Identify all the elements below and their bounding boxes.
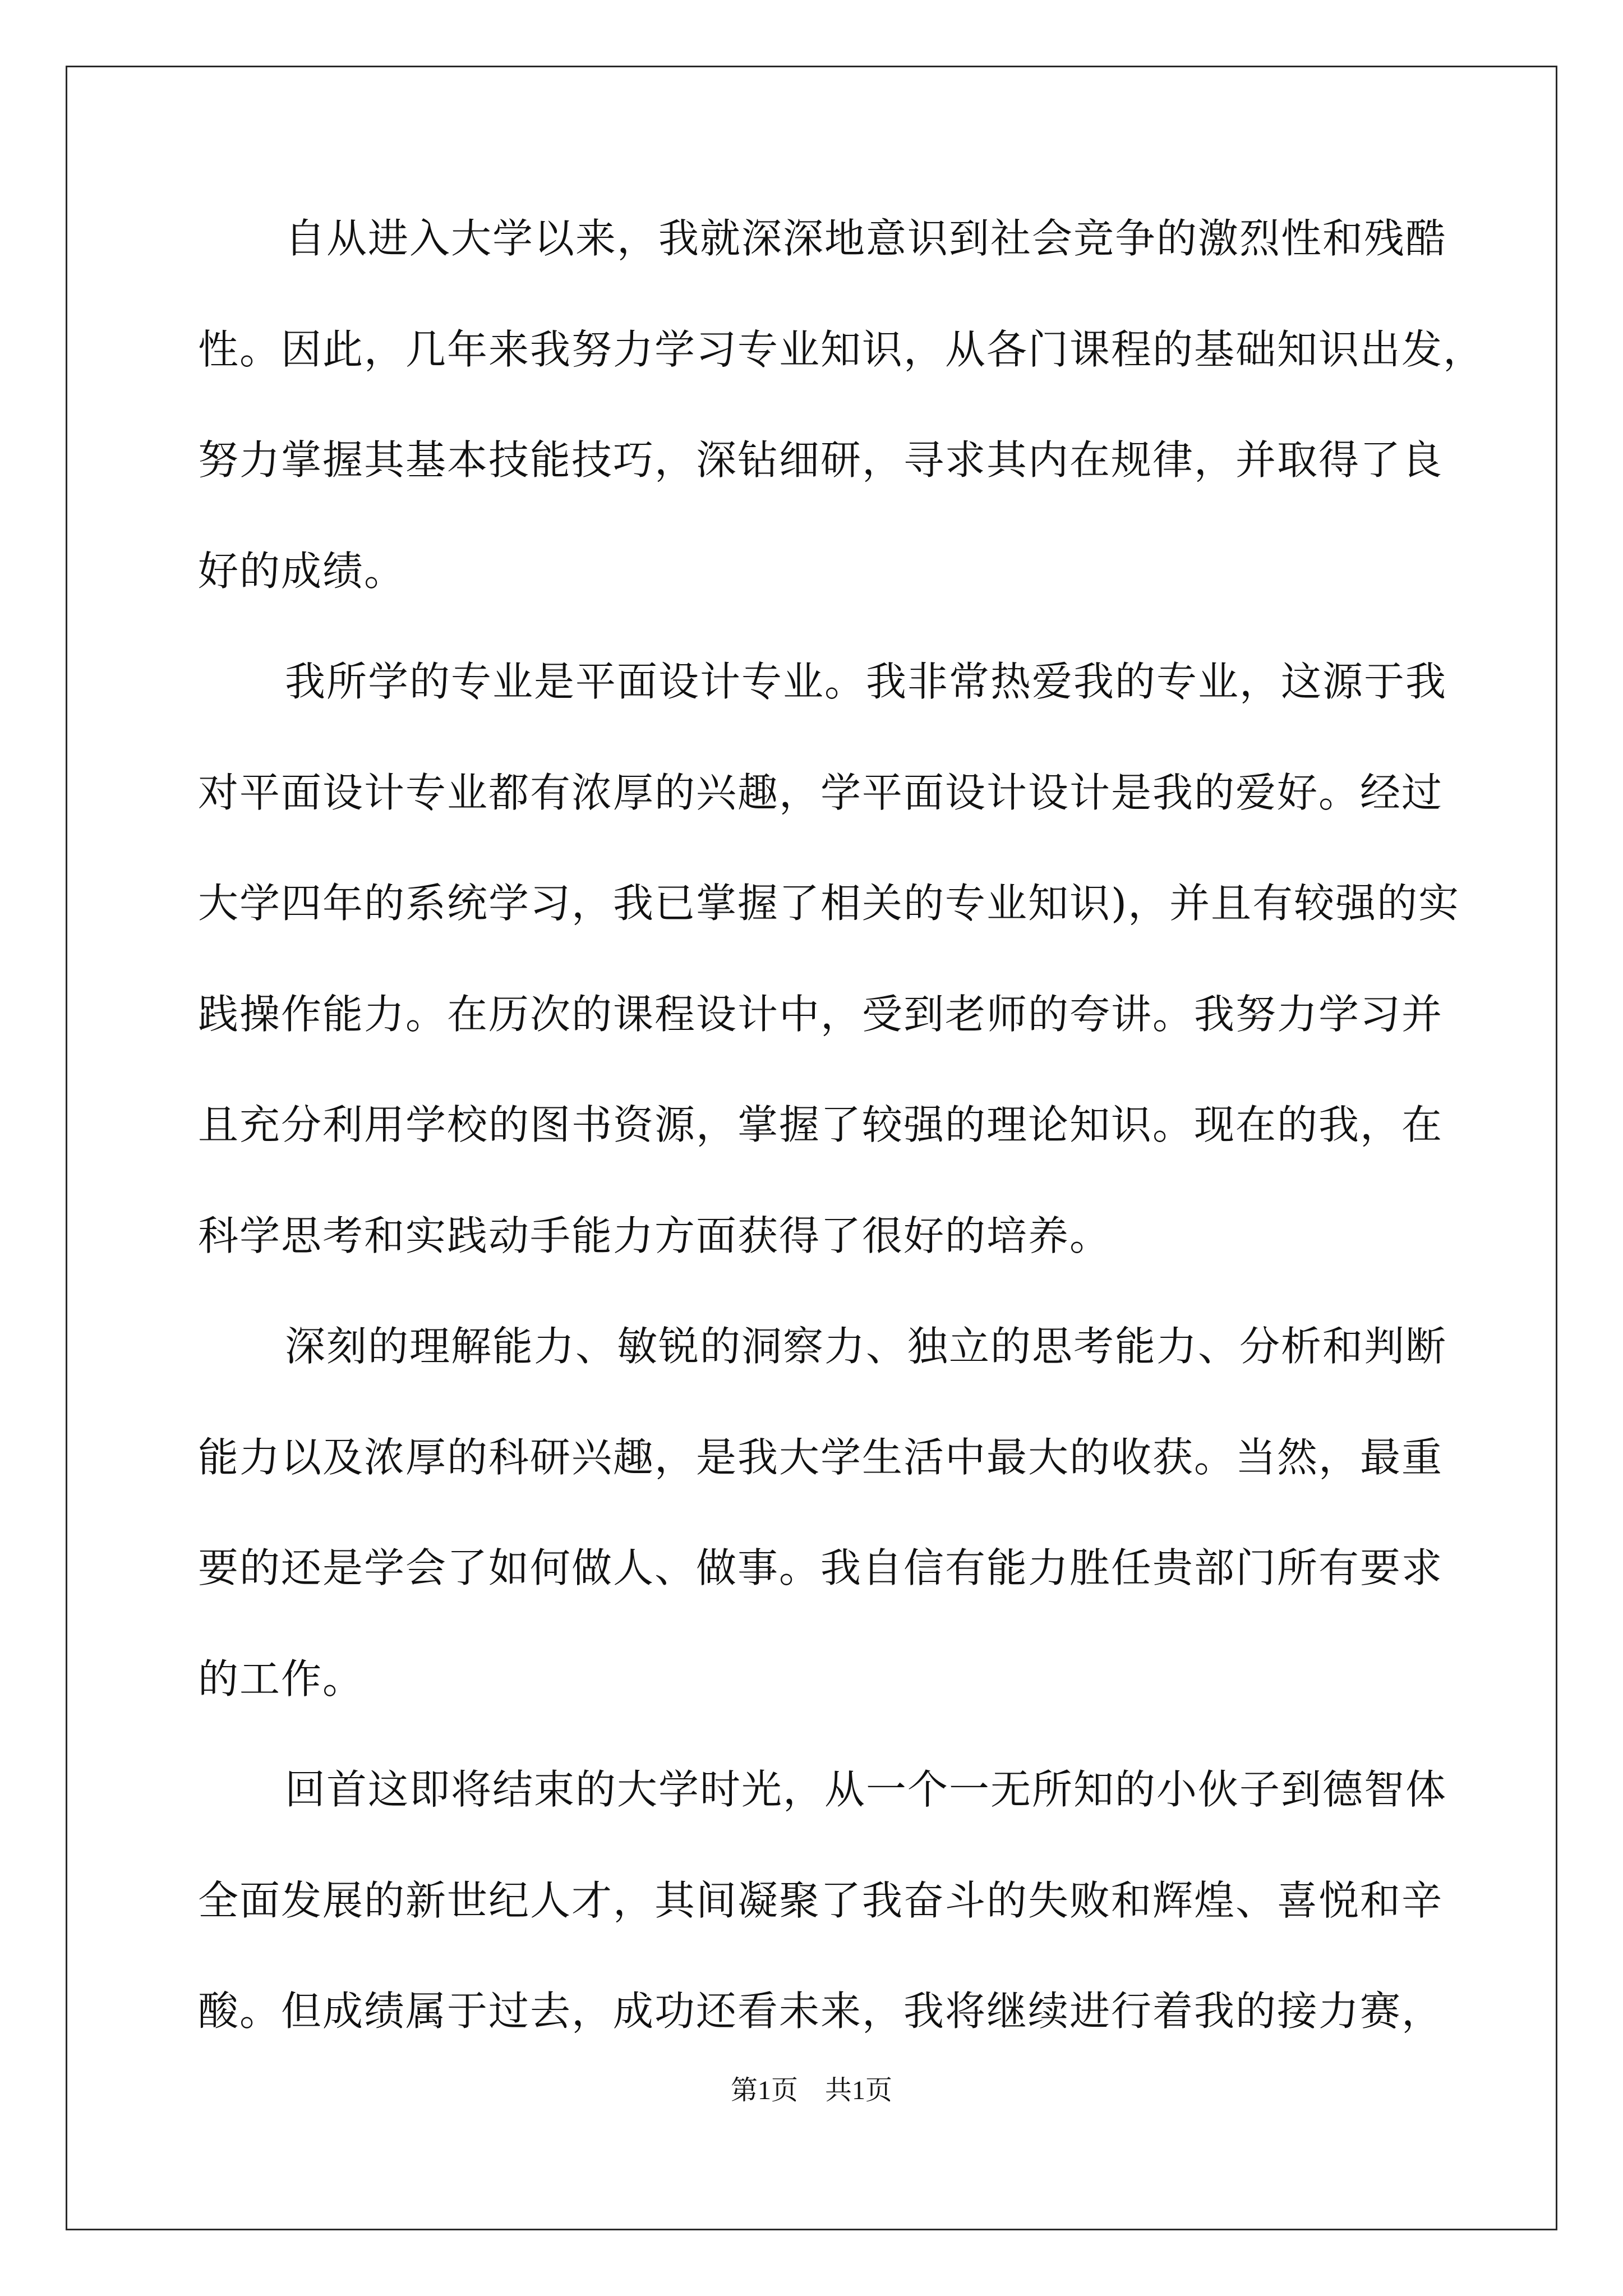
text-line: 酸。但成绩属于过去，成功还看未来，我将继续进行着我的接力赛，: [198, 1987, 1444, 2035]
page-footer: [0, 2074, 1623, 2108]
text-line: 要的还是学会了如何做人、做事。我自信有能力胜任贵部门所有要求: [198, 1544, 1444, 1591]
text-line: 践操作能力。在历次的课程设计中，受到老师的夸讲。我努力学习并: [198, 990, 1444, 1038]
text-line: 自从进入大学以来，我就深深地意识到社会竞争的激烈性和残酷: [285, 215, 1447, 262]
text-line: 能力以及浓厚的科研兴趣，是我大学生活中最大的收获。当然，最重: [198, 1433, 1444, 1481]
text-line: 的工作。: [198, 1655, 365, 1703]
page-total: 共1页: [825, 2076, 893, 2105]
text-line: 努力掌握其基本技能技巧，深钻细研，寻求其内在规律，并取得了良: [198, 436, 1444, 484]
text-line: 我所学的专业是平面设计专业。我非常热爱我的专业，这源于我: [285, 658, 1447, 705]
text-line: 全面发展的新世纪人才，其间凝聚了我奋斗的失败和辉煌、喜悦和辛: [198, 1876, 1444, 1924]
text-line: 性。因此，几年来我努力学习专业知识，从各门课程的基础知识出发，: [198, 325, 1485, 373]
document-body: [198, 208, 1485, 2091]
text-line: 好的成绩。: [198, 547, 406, 595]
text-line: 科学思考和实践动手能力方面获得了很好的培养。: [198, 1212, 1112, 1259]
text-line: 深刻的理解能力、敏锐的洞察力、独立的思考能力、分析和判断: [285, 1323, 1447, 1370]
text-line: 回首这即将结束的大学时光，从一个一无所知的小伙子到德智体: [285, 1766, 1447, 1813]
text-line: 且充分利用学校的图书资源，掌握了较强的理论知识。现在的我，在: [198, 1101, 1444, 1148]
page-number: 第1页: [730, 2076, 798, 2105]
text-line: 大学四年的系统学习，我已掌握了相关的专业知识)，并且有较强的实: [198, 880, 1460, 927]
text-line: 对平面设计专业都有浓厚的兴趣，学平面设计设计是我的爱好。经过: [198, 769, 1444, 816]
